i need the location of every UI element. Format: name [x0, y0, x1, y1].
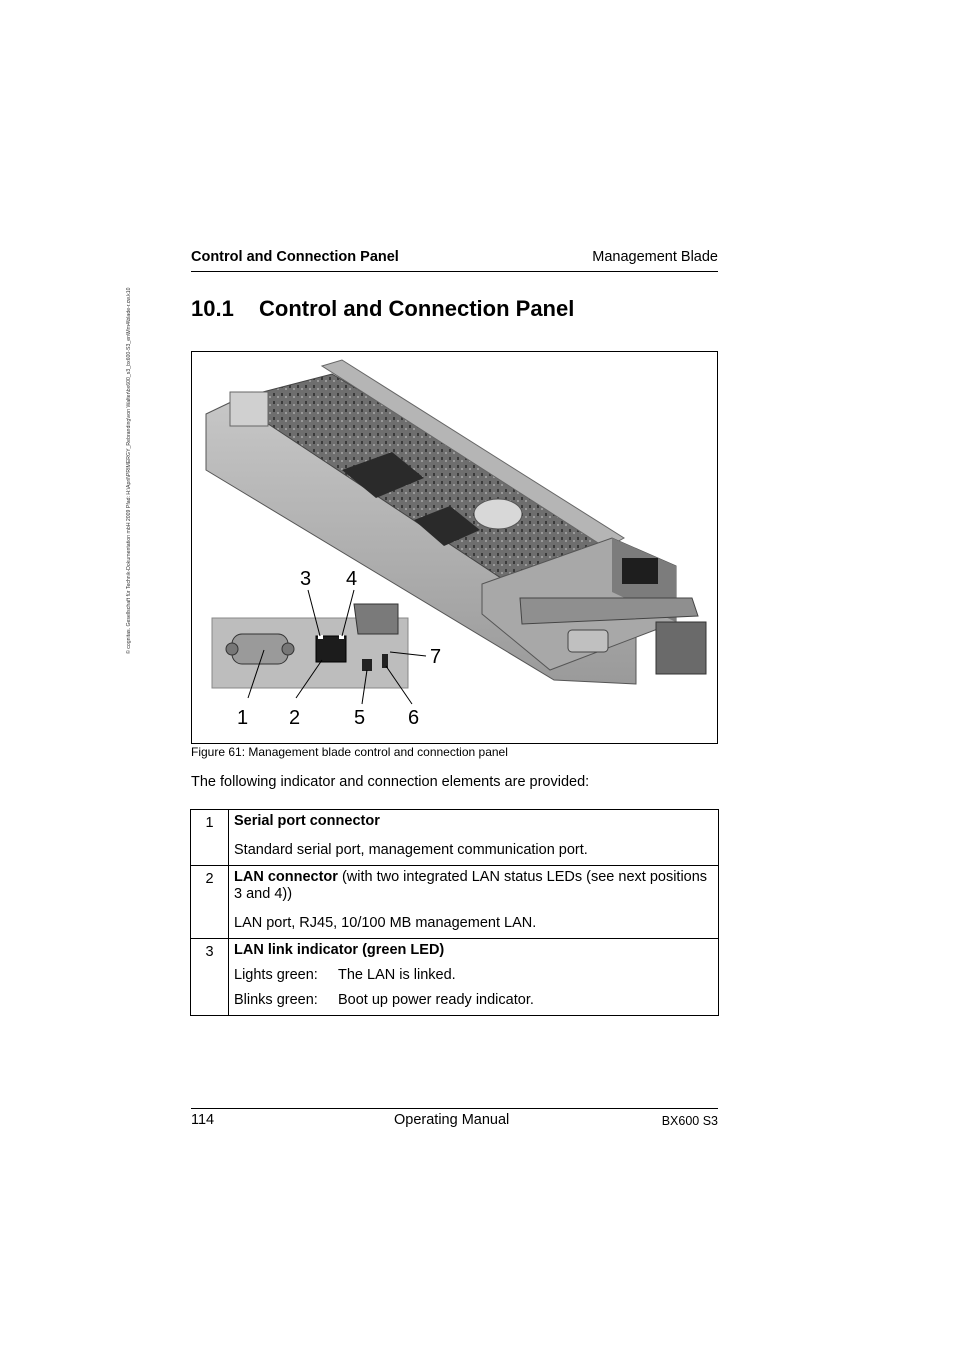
margin-note-text: © cognitas. Gesellschaft für Technik-Dokumentation mbH 2009 Pfad: H:\April\PRIMERGY_Rebranding\von Walter\bx600_s3_bx600-S3_en\Mm4\blade-r.cw.k10 [126, 287, 132, 654]
header-chapter: Control and Connection Panel [191, 249, 399, 265]
figure-frame [191, 351, 718, 744]
item-description [229, 810, 719, 866]
inset-lan-port [316, 636, 346, 662]
figure-caption: Figure 61: Management blade control and connection panel [191, 745, 508, 759]
callout-4: 4 [346, 568, 358, 590]
item-detail: Standard serial port, management communication port. [234, 842, 588, 858]
section-number: 10.1 [191, 296, 234, 321]
item-term: LAN link indicator (green LED) [234, 942, 445, 958]
led-link [318, 635, 323, 639]
margin-note [118, 240, 134, 660]
inset-led [382, 654, 388, 668]
manual-title: Operating Manual [394, 1112, 510, 1128]
item-term-note: (with two integrated LAN status LEDs (see next positions 3 and 4)) [234, 869, 708, 902]
led-state-value: The LAN is linked. [338, 967, 456, 983]
led-state-key: Lights green: [234, 967, 318, 983]
led-state-key: Blinks green: [234, 992, 318, 1008]
led-activity [339, 635, 344, 639]
led-state-row [234, 992, 712, 1009]
item-description [229, 866, 719, 939]
front-serial-connector [568, 630, 608, 652]
intro-paragraph: The following indicator and connection elements are provided: [191, 774, 590, 790]
callout-3: 3 [300, 568, 312, 590]
led-state-row [234, 967, 712, 984]
elements-table [190, 809, 719, 1016]
section-title: Control and Connection Panel [259, 296, 575, 321]
callout-2: 2 [289, 707, 301, 729]
section-heading [191, 296, 574, 322]
table-row [191, 866, 719, 939]
blade-illustration [192, 352, 717, 743]
battery-icon [474, 499, 522, 529]
running-footer [191, 1108, 718, 1131]
callout-5: 5 [354, 707, 366, 729]
item-term: Serial port connector [234, 813, 380, 829]
led-state-value: Boot up power ready indicator. [338, 992, 534, 1008]
item-number: 3 [191, 939, 229, 1016]
inset-lever [354, 604, 398, 634]
lever-handle [656, 622, 706, 674]
callout-6: 6 [408, 707, 420, 729]
inset-button [362, 659, 372, 671]
rear-connector [230, 392, 268, 426]
inset-serial-port [232, 634, 288, 664]
callout-7: 7 [430, 646, 442, 668]
header-section: Management Blade [592, 249, 718, 265]
running-header [191, 249, 718, 272]
item-number: 2 [191, 866, 229, 939]
callout-1: 1 [237, 707, 249, 729]
item-number: 1 [191, 810, 229, 866]
item-term: LAN connector [234, 869, 338, 885]
page-number: 114 [191, 1112, 215, 1128]
item-description [229, 939, 719, 1016]
model-name: BX600 S3 [661, 1114, 718, 1128]
latch-slot [622, 558, 658, 584]
table-row [191, 939, 719, 1016]
table-row [191, 810, 719, 866]
item-detail: LAN port, RJ45, 10/100 MB management LAN. [234, 915, 537, 931]
